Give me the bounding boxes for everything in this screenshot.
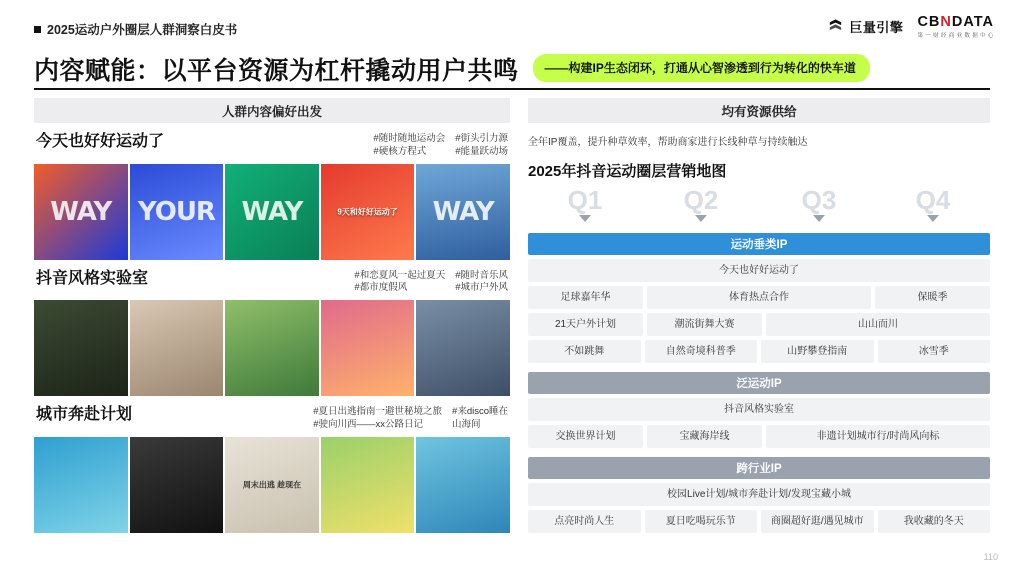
cbn-part1: CB	[917, 14, 941, 30]
right-panel	[528, 98, 990, 542]
tag: #都市度假风	[354, 282, 408, 294]
quarter-arrow-icon	[579, 215, 591, 222]
tag-column-left	[354, 270, 445, 296]
ip-tile[interactable]: 冰雪季	[878, 340, 991, 363]
cbn-x: N	[940, 14, 952, 30]
ip-tile[interactable]: 不如跳舞	[528, 340, 641, 363]
ip-tile[interactable]: 抖音风格实验室	[528, 398, 990, 421]
tag: #驶向川西——xx公路日记	[313, 419, 424, 431]
header-bar	[0, 0, 1024, 44]
tag: 山海间	[452, 419, 481, 431]
ip-row	[528, 425, 990, 448]
image-thumb	[130, 437, 224, 533]
quarter-arrow-icon	[695, 215, 707, 222]
image-thumb	[34, 437, 128, 533]
ip-row	[528, 259, 990, 282]
ip-row	[528, 313, 990, 336]
image-thumb	[34, 164, 128, 260]
tag: #能量跃动场	[455, 145, 508, 157]
left-panel-header: 人群内容偏好出发	[34, 98, 510, 123]
page-title: 内容赋能：以平台资源为杠杆撬动用户共鸣	[34, 57, 519, 85]
title-subtitle-pill: ——构建IP生态闭环，打通从心智渗透到行为转化的快车道	[533, 54, 870, 82]
cbndata-wordmark	[917, 14, 994, 30]
thumb-wave-text: WAY	[241, 196, 303, 227]
content-block-title: 城市奔赴计划	[36, 406, 133, 424]
ip-section-header: 泛运动IP	[528, 372, 990, 394]
tag-column-left	[313, 406, 442, 432]
ip-section	[528, 457, 990, 533]
ip-tile[interactable]: 商圈超好逛/遇见城市	[761, 510, 874, 533]
quarter-marker	[646, 187, 756, 222]
left-panel	[34, 98, 510, 533]
cbn-part2: DATA	[951, 14, 994, 30]
tag-column-left	[373, 133, 445, 159]
tag: #街头引力源	[455, 133, 508, 144]
image-thumb	[130, 164, 224, 260]
content-block-header	[34, 133, 510, 164]
image-thumb	[416, 300, 510, 396]
page-number: 110	[983, 552, 998, 562]
image-strip	[34, 437, 510, 533]
thumb-center-text: 9天和好好运动了	[337, 207, 398, 217]
ip-tile[interactable]: 体育热点合作	[647, 286, 871, 309]
content-block-tags	[313, 406, 508, 432]
ip-row	[528, 286, 990, 309]
image-thumb	[225, 164, 319, 260]
content-block-tags	[373, 133, 508, 159]
ip-section-header: 运动垂类IP	[528, 233, 990, 255]
tag: #硬核方程式	[373, 145, 427, 157]
image-thumb	[416, 164, 510, 260]
cbndata-subtitle: 第 一 财 经 商 业 数 据 中 心	[917, 33, 994, 39]
title-row	[34, 44, 994, 84]
juliang-logo	[827, 17, 903, 36]
ip-tile[interactable]: 自然奇境科普季	[645, 340, 758, 363]
ip-tile[interactable]: 点亮时尚人生	[528, 510, 641, 533]
ip-tile[interactable]: 夏日吃喝玩乐节	[645, 510, 758, 533]
ip-tile[interactable]: 今天也好好运动了	[528, 259, 990, 282]
brand-group	[827, 14, 994, 39]
quarter-marker	[764, 187, 874, 222]
quarter-label: Q3	[801, 185, 837, 215]
ip-tile[interactable]: 潮流街舞大赛	[647, 313, 762, 336]
tag: #随时音乐风	[455, 269, 508, 281]
thumb-wave-text: WAY	[50, 196, 112, 227]
ip-row	[528, 483, 990, 506]
image-thumb	[321, 300, 415, 396]
quarter-marker	[878, 187, 988, 222]
ip-section	[528, 372, 990, 448]
ip-tile[interactable]: 非遗计划城市行/时尚风向标	[766, 425, 990, 448]
content-block	[34, 133, 510, 260]
quarter-label: Q1	[567, 185, 603, 215]
cbndata-logo	[917, 14, 994, 39]
tag: #随时随地运动会	[373, 133, 446, 144]
title-divider	[34, 88, 990, 90]
ip-row	[528, 340, 990, 363]
quarter-axis	[528, 187, 990, 233]
ip-tile[interactable]: 交换世界计划	[528, 425, 643, 448]
ip-tile[interactable]: 保暖季	[875, 286, 990, 309]
image-thumb	[130, 300, 224, 396]
image-strip	[34, 164, 510, 260]
juliang-label: 巨量引擎	[849, 20, 904, 35]
image-thumb	[321, 437, 415, 533]
ip-tile[interactable]: 我收藏的冬天	[878, 510, 991, 533]
quarter-arrow-icon	[813, 215, 825, 222]
ip-row	[528, 510, 990, 533]
tag-column-right	[452, 406, 508, 432]
quarter-label: Q2	[683, 185, 719, 215]
thumb-wave-text: YOUR	[137, 196, 215, 227]
quarter-marker	[530, 187, 640, 222]
content-block	[34, 406, 510, 533]
ip-tile[interactable]: 宝藏海岸线	[647, 425, 762, 448]
content-block	[34, 270, 510, 397]
tag-column-right	[455, 133, 508, 159]
content-block-title: 抖音风格实验室	[36, 269, 149, 287]
ip-row	[528, 398, 990, 421]
ip-section-header: 跨行业IP	[528, 457, 990, 479]
ip-tile[interactable]: 山野攀登指南	[761, 340, 874, 363]
tag-column-right	[455, 270, 508, 296]
image-thumb	[416, 437, 510, 533]
ip-tile[interactable]: 足球嘉年华	[528, 286, 643, 309]
ip-section	[528, 233, 990, 363]
breadcrumb-bullet-icon	[34, 26, 41, 33]
thumb-center-text: 周末出逃 趁现在	[242, 480, 302, 490]
ip-tile[interactable]: 山山而川	[766, 313, 990, 336]
tag: #来disco睡在	[452, 406, 508, 418]
image-thumb	[225, 300, 319, 396]
content-block-header	[34, 406, 510, 437]
tag: #城市户外风	[455, 282, 508, 294]
tag: #和恋夏风一起过夏天	[354, 269, 446, 281]
ip-tile[interactable]: 21天户外计划	[528, 313, 643, 336]
breadcrumb	[34, 20, 237, 38]
content-block-tags	[354, 270, 508, 296]
image-strip	[34, 300, 510, 396]
juliang-mark-icon	[827, 18, 844, 35]
thumb-wave-text: WAY	[432, 196, 494, 227]
content-block-title: 今天也好好运动了	[36, 133, 165, 150]
right-description: 全年IP覆盖，提升种草效率，帮助商家进行长线种草与持续触达	[528, 137, 808, 148]
image-thumb	[225, 437, 319, 533]
right-panel-header: 均有资源供给	[528, 98, 990, 123]
tag: #夏日出逃指南一避世秘境之旅	[313, 406, 443, 418]
breadcrumb-label: 2025运动户外圈层人群洞察白皮书	[47, 23, 238, 37]
quarter-arrow-icon	[927, 215, 939, 222]
image-thumb	[321, 164, 415, 260]
ip-tile[interactable]: 校园Live计划/城市奔赴计划/发现宝藏小城	[528, 483, 990, 506]
quarter-label: Q4	[915, 185, 951, 215]
content-block-header	[34, 270, 510, 301]
marketing-map-title: 2025年抖音运动圈层营销地图	[528, 163, 727, 180]
image-thumb	[34, 300, 128, 396]
